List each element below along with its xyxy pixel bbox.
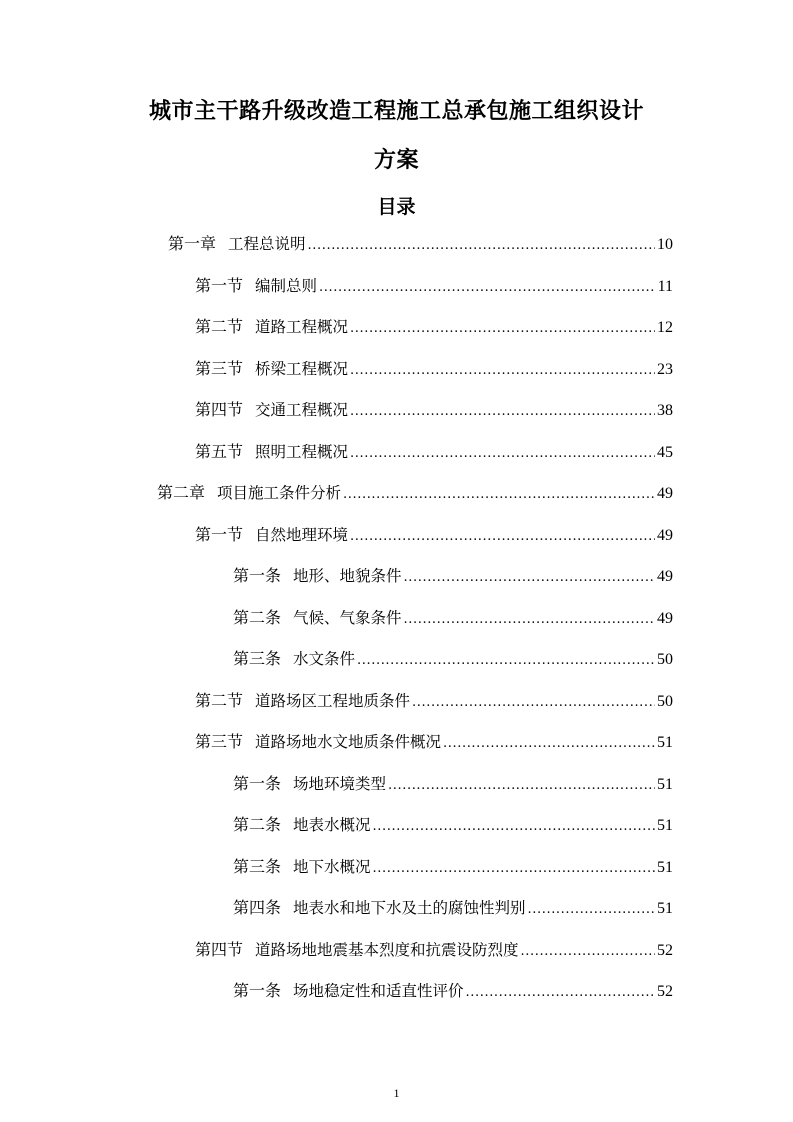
toc-dot-leader xyxy=(308,235,655,257)
toc-entry-page: 49 xyxy=(657,485,673,502)
toc-entry-article[interactable] xyxy=(233,607,673,629)
toc-entry-page: 49 xyxy=(657,527,673,544)
toc-entry-title: 地形、地貌条件 xyxy=(293,567,402,585)
toc-entry-article[interactable] xyxy=(233,980,673,1002)
toc-entry-title: 地下水概况 xyxy=(293,858,371,876)
toc-entry-page: 51 xyxy=(657,776,673,793)
toc-dot-leader xyxy=(521,941,655,963)
toc-dot-leader xyxy=(404,609,655,631)
toc-entry-article[interactable] xyxy=(233,897,673,919)
toc-dot-leader xyxy=(357,650,655,672)
toc-entry-section[interactable] xyxy=(195,690,673,712)
document-title-line-2: 方案 xyxy=(373,148,419,173)
toc-dot-leader xyxy=(404,567,655,589)
toc-entry-number: 第四节 xyxy=(195,400,244,419)
toc-entry-title: 场地环境类型 xyxy=(293,775,387,793)
toc-entry-section[interactable] xyxy=(195,731,673,753)
toc-entry-title: 道路场地水文地质条件概况 xyxy=(255,733,442,751)
toc-entry-number: 第三节 xyxy=(195,732,244,751)
toc-entry-number: 第三条 xyxy=(233,857,282,876)
toc-entry-page: 52 xyxy=(657,983,673,1000)
toc-dot-leader xyxy=(443,733,655,755)
toc-entry-title: 桥梁工程概况 xyxy=(255,360,349,378)
toc-entry-page: 50 xyxy=(657,651,673,668)
toc-entry-title: 道路场地地震基本烈度和抗震设防烈度 xyxy=(255,941,519,959)
document-title-line-1: 城市主干路升级改造工程施工总承包施工组织设计 xyxy=(148,99,644,124)
toc-entry-page: 49 xyxy=(657,610,673,627)
page-number: 1 xyxy=(393,1086,400,1100)
toc-dot-leader xyxy=(350,318,655,340)
toc-entry-title: 照明工程概况 xyxy=(255,443,349,461)
toc-entry-number: 第三条 xyxy=(233,649,282,668)
toc-entry-title: 道路场区工程地质条件 xyxy=(255,692,411,710)
toc-dot-leader xyxy=(350,401,655,423)
toc-entry-article[interactable] xyxy=(233,856,673,878)
toc-entry-number: 第三节 xyxy=(195,359,244,378)
toc-entry-section[interactable] xyxy=(195,316,673,338)
toc-entry-number: 第一章 xyxy=(168,234,217,253)
toc-entry-page: 51 xyxy=(657,900,673,917)
toc-entry-article[interactable] xyxy=(233,773,673,795)
toc-entry-number: 第二条 xyxy=(233,608,282,627)
toc-entry-page: 50 xyxy=(657,693,673,710)
toc-entry-page: 12 xyxy=(657,319,673,336)
toc-entry-number: 第四节 xyxy=(195,940,244,959)
toc-entry-number: 第一条 xyxy=(233,774,282,793)
toc-entry-title: 气候、气象条件 xyxy=(293,609,402,627)
toc-entry-page: 23 xyxy=(657,361,673,378)
toc-entry-section[interactable] xyxy=(195,441,673,463)
toc-entry-chapter-2[interactable] xyxy=(157,482,673,504)
toc-entry-page: 51 xyxy=(657,859,673,876)
toc-entry-article[interactable] xyxy=(233,565,673,587)
toc-entry-page: 49 xyxy=(657,568,673,585)
toc-entry-section[interactable] xyxy=(195,939,673,961)
toc-entry-title: 地表水和地下水及土的腐蚀性判别 xyxy=(293,899,526,917)
toc-dot-leader xyxy=(528,899,655,921)
toc-entry-number: 第一节 xyxy=(195,276,244,295)
toc-dot-leader xyxy=(466,982,655,1004)
toc-entry-section[interactable] xyxy=(195,399,673,421)
toc-entry-article[interactable] xyxy=(233,648,673,670)
toc-entry-page: 11 xyxy=(657,278,673,295)
toc-entry-number: 第二条 xyxy=(233,815,282,834)
toc-entry-page: 45 xyxy=(657,444,673,461)
toc-entry-page: 52 xyxy=(657,942,673,959)
toc-entry-title: 自然地理环境 xyxy=(255,526,349,544)
toc-dot-leader xyxy=(412,692,655,714)
toc-dot-leader xyxy=(373,858,655,880)
toc-entry-title: 交通工程概况 xyxy=(255,401,349,419)
toc-entry-number: 第四条 xyxy=(233,898,282,917)
toc-dot-leader xyxy=(388,775,655,797)
toc-entry-number: 第一条 xyxy=(233,981,282,1000)
toc-entry-title: 场地稳定性和适直性评价 xyxy=(293,982,464,1000)
toc-dot-leader xyxy=(350,443,655,465)
toc-entry-title: 水文条件 xyxy=(293,650,356,668)
toc-entry-title: 编制总则 xyxy=(255,277,318,295)
toc-entry-page: 38 xyxy=(657,402,673,419)
toc-heading: 目录 xyxy=(377,196,416,218)
toc-entry-number: 第二节 xyxy=(195,317,244,336)
toc-entry-page: 10 xyxy=(657,236,673,253)
toc-dot-leader xyxy=(350,360,655,382)
toc-entry-title: 项目施工条件分析 xyxy=(217,484,342,502)
toc-dot-leader xyxy=(373,816,655,838)
toc-entry-number: 第一条 xyxy=(233,566,282,585)
toc-entry-number: 第二章 xyxy=(157,483,206,502)
toc-entry-number: 第一节 xyxy=(195,525,244,544)
toc-entry-number: 第二节 xyxy=(195,691,244,710)
toc-entry-section[interactable] xyxy=(195,524,673,546)
toc-entry-page: 51 xyxy=(657,817,673,834)
toc-entry-section[interactable] xyxy=(195,275,673,297)
toc-dot-leader xyxy=(343,484,655,506)
toc-entry-title: 工程总说明 xyxy=(228,235,306,253)
toc-entry-article[interactable] xyxy=(233,814,673,836)
toc-entry-title: 道路工程概况 xyxy=(255,318,349,336)
toc-entry-number: 第五节 xyxy=(195,442,244,461)
toc-dot-leader xyxy=(319,277,656,299)
toc-entry-section[interactable] xyxy=(195,358,673,380)
toc-entry-chapter-1[interactable] xyxy=(168,233,673,255)
toc-entry-page: 51 xyxy=(657,734,673,751)
toc-dot-leader xyxy=(350,526,655,548)
toc-entry-title: 地表水概况 xyxy=(293,816,371,834)
